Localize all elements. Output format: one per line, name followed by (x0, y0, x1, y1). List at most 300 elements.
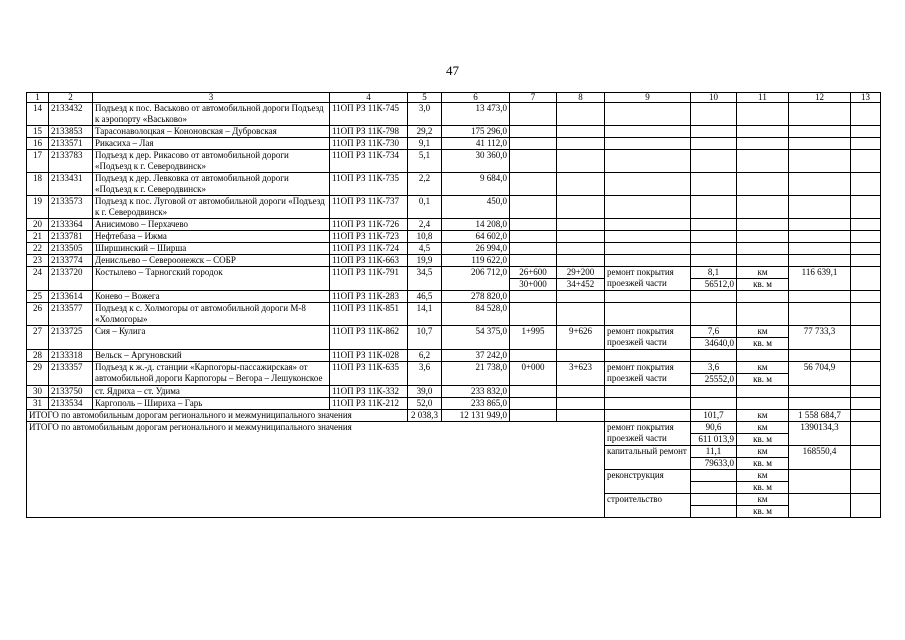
table-cell: 11ОП РЗ 11К-734 (330, 150, 408, 173)
table-cell (557, 398, 605, 410)
table-row (27, 196, 881, 219)
table-cell: Вельск – Аргуновский (93, 350, 330, 362)
table-cell (737, 173, 789, 196)
table-cell (605, 138, 691, 150)
table-cell: 2,4 (408, 219, 442, 231)
table-cell (510, 243, 557, 255)
table-cell: 39,0 (408, 386, 442, 398)
table-cell (851, 267, 881, 291)
table-cell (789, 219, 851, 231)
table-cell: 20 (27, 219, 49, 231)
table-cell: 233 865,0 (442, 398, 510, 410)
table-cell: 2133573 (49, 196, 93, 219)
table-cell (737, 255, 789, 267)
table-cell: 9 684,0 (442, 173, 510, 196)
header-row (27, 93, 881, 103)
table-cell (605, 410, 691, 422)
table-cell: Сия – Кулига (93, 326, 330, 350)
total-summary-row (27, 422, 881, 434)
table-cell (691, 494, 737, 506)
table-cell (851, 196, 881, 219)
table-cell: 10,7 (408, 326, 442, 350)
table-cell: 11ОП РЗ 11К-737 (330, 196, 408, 219)
column-header: 4 (330, 93, 408, 103)
table-cell: км (737, 410, 789, 422)
table-row (27, 150, 881, 173)
table-cell: 26 994,0 (442, 243, 510, 255)
table-cell (737, 219, 789, 231)
table-cell: 14 208,0 (442, 219, 510, 231)
table-cell: Костылево – Тарногский городок (93, 267, 330, 291)
table-cell: 11ОП РЗ 11К-726 (330, 219, 408, 231)
table-cell (789, 103, 851, 126)
column-header: 2 (49, 93, 93, 103)
table-cell (851, 103, 881, 126)
page-number: 47 (446, 63, 459, 78)
table-cell: 77 733,3 (789, 326, 851, 350)
column-header: 3 (93, 93, 330, 103)
table-cell: 11ОП РЗ 11К-635 (330, 362, 408, 386)
table-cell: 12 131 949,0 (442, 410, 510, 422)
table-row (27, 386, 881, 398)
table-cell: 26 (27, 303, 49, 326)
table-cell: 34,5 (408, 267, 442, 291)
table-cell: 1 558 684,7 (789, 410, 851, 422)
table-cell (851, 386, 881, 398)
table-row (27, 243, 881, 255)
table-cell: 101,7 (691, 410, 737, 422)
table-cell (510, 138, 557, 150)
table-cell (851, 231, 881, 243)
table-cell (557, 126, 605, 138)
table-cell (789, 386, 851, 398)
table-cell: 2133357 (49, 362, 93, 386)
table-cell: 34640,0 (691, 338, 737, 350)
table-row (27, 219, 881, 231)
table-cell (605, 386, 691, 398)
table-cell (557, 103, 605, 126)
table-row (27, 267, 881, 279)
table-cell (737, 243, 789, 255)
table-row (27, 231, 881, 243)
table-cell: 26+600 (510, 267, 557, 279)
table-cell: ремонт покрытия проезжей части (605, 362, 691, 386)
table-cell (691, 126, 737, 138)
table-cell: 46,5 (408, 291, 442, 303)
table-row (27, 103, 881, 126)
table-cell (557, 410, 605, 422)
table-cell (851, 326, 881, 350)
table-cell: 84 528,0 (442, 303, 510, 326)
table-cell: 11ОП РЗ 11К-730 (330, 138, 408, 150)
table-cell: 168550,4 (789, 446, 851, 470)
table-cell (789, 126, 851, 138)
table-row (27, 173, 881, 196)
table-cell (605, 255, 691, 267)
table-cell: Каргополь – Шириха – Гарь (93, 398, 330, 410)
table-cell: 24 (27, 267, 49, 291)
column-header: 9 (605, 93, 691, 103)
table-cell: 16 (27, 138, 49, 150)
table-cell (605, 103, 691, 126)
table-cell: 14 (27, 103, 49, 126)
table-cell: 2133432 (49, 103, 93, 126)
table-cell: 2133577 (49, 303, 93, 326)
total-summary-label: ИТОГО по автомобильным дорогам регионального и межмуниципального значения (27, 422, 605, 518)
table-cell: 2133431 (49, 173, 93, 196)
column-header: 5 (408, 93, 442, 103)
table-cell (510, 219, 557, 231)
table-cell: 56 704,9 (789, 362, 851, 386)
column-header: 7 (510, 93, 557, 103)
table-cell: 21 (27, 231, 49, 243)
table-cell (789, 470, 851, 494)
table-cell: 19 (27, 196, 49, 219)
table-cell: 25 (27, 291, 49, 303)
table-cell (851, 303, 881, 326)
table-cell (557, 219, 605, 231)
table-cell (605, 303, 691, 326)
column-header: 12 (789, 93, 851, 103)
table-cell (789, 303, 851, 326)
table-cell: кв. м (737, 279, 789, 291)
table-cell: 90,6 (691, 422, 737, 434)
table-cell (605, 398, 691, 410)
table-cell: Конево – Вожега (93, 291, 330, 303)
table-cell (691, 150, 737, 173)
table-cell: 11ОП РЗ 11К-735 (330, 173, 408, 196)
table-cell: кв. м (737, 458, 789, 470)
table-cell (691, 398, 737, 410)
table-cell: 206 712,0 (442, 267, 510, 291)
table-cell: 22 (27, 243, 49, 255)
table-cell (510, 386, 557, 398)
column-header: 10 (691, 93, 737, 103)
table-cell (851, 173, 881, 196)
table-cell: 233 832,0 (442, 386, 510, 398)
table-cell: Нефтебаза – Ижма (93, 231, 330, 243)
table-cell: 11ОП РЗ 11К-212 (330, 398, 408, 410)
table-cell: 3+623 (557, 362, 605, 386)
table-cell (789, 150, 851, 173)
table-cell (737, 231, 789, 243)
table-cell: 2133781 (49, 231, 93, 243)
column-header: 13 (851, 93, 881, 103)
table-cell: 54 375,0 (442, 326, 510, 350)
table-cell (557, 173, 605, 196)
table-row (27, 126, 881, 138)
table-cell (789, 243, 851, 255)
table-cell (691, 470, 737, 482)
table-cell (605, 243, 691, 255)
table-cell: 2133571 (49, 138, 93, 150)
table-cell: 27 (27, 326, 49, 350)
table-cell: 278 820,0 (442, 291, 510, 303)
table-cell (510, 410, 557, 422)
roads-table (26, 92, 881, 518)
table-cell (691, 255, 737, 267)
table-cell (737, 350, 789, 362)
table-cell (789, 255, 851, 267)
table-cell: Подъезд к с. Холмогоры от автомобильной дороги М-8 «Холмогоры» (93, 303, 330, 326)
table-cell: 119 622,0 (442, 255, 510, 267)
table-cell (691, 231, 737, 243)
table-cell: 11ОП РЗ 11К-724 (330, 243, 408, 255)
table-row (27, 138, 881, 150)
table-cell (691, 138, 737, 150)
table-cell (557, 386, 605, 398)
table-cell: 175 296,0 (442, 126, 510, 138)
table-cell (605, 196, 691, 219)
table-body (27, 93, 881, 518)
table-cell: 30+000 (510, 279, 557, 291)
table-cell (557, 231, 605, 243)
table-cell: 11ОП РЗ 11К-283 (330, 291, 408, 303)
table-cell: 15 (27, 126, 49, 138)
table-cell: 8,1 (691, 267, 737, 279)
table-cell: 30 360,0 (442, 150, 510, 173)
table-cell: 3,6 (691, 362, 737, 374)
table-cell (605, 291, 691, 303)
table-cell (851, 138, 881, 150)
table-cell: 29+200 (557, 267, 605, 279)
table-cell: 7,6 (691, 326, 737, 338)
table-cell: кв. м (737, 506, 789, 518)
table-cell: 2133783 (49, 150, 93, 173)
table-cell: 2133318 (49, 350, 93, 362)
table-cell: Ширшинский – Ширша (93, 243, 330, 255)
table-row (27, 398, 881, 410)
table-cell: Тарасонаволоцкая – Кононовская – Дубровская (93, 126, 330, 138)
table-cell (851, 410, 881, 422)
table-cell: км (737, 362, 789, 374)
table-cell: 11ОП РЗ 11К-791 (330, 267, 408, 291)
table-cell (737, 398, 789, 410)
table-cell (605, 150, 691, 173)
table-cell (691, 173, 737, 196)
table-cell: км (737, 470, 789, 482)
table-cell: 13 473,0 (442, 103, 510, 126)
table-cell: 21 738,0 (442, 362, 510, 386)
table-cell: 11ОП РЗ 11К-332 (330, 386, 408, 398)
table-cell: 64 602,0 (442, 231, 510, 243)
total-label: ИТОГО по автомобильным дорогам регионального и межмуниципального значения (27, 410, 408, 422)
table-cell (510, 291, 557, 303)
table-cell: 2133720 (49, 267, 93, 291)
table-cell: 4,5 (408, 243, 442, 255)
table-cell (851, 150, 881, 173)
table-row (27, 303, 881, 326)
table-cell: Подъезд к дер. Левковка от автомобильной дороги «Подъезд к г. Северодвинск» (93, 173, 330, 196)
table-cell (605, 219, 691, 231)
table-cell: 52,0 (408, 398, 442, 410)
table-cell: 14,1 (408, 303, 442, 326)
table-cell (851, 291, 881, 303)
table-cell (510, 398, 557, 410)
table-cell (557, 255, 605, 267)
table-cell: 17 (27, 150, 49, 173)
table-cell (851, 255, 881, 267)
table-cell (851, 422, 881, 446)
table-cell (557, 150, 605, 173)
table-cell (737, 103, 789, 126)
table-cell: 11ОП РЗ 11К-862 (330, 326, 408, 350)
table-cell: Подъезд к пос. Васьково от автомобильной дороги Подъезд к аэропорту «Васьково» (93, 103, 330, 126)
table-cell: 2133725 (49, 326, 93, 350)
table-cell (510, 103, 557, 126)
table-cell: км (737, 267, 789, 279)
table-cell: 116 639,1 (789, 267, 851, 291)
table-cell (691, 482, 737, 494)
column-header: 8 (557, 93, 605, 103)
table-cell (605, 350, 691, 362)
table-cell: кв. м (737, 338, 789, 350)
table-cell (691, 196, 737, 219)
table-cell: ст. Ядриха – ст. Удима (93, 386, 330, 398)
table-cell (557, 138, 605, 150)
table-cell (691, 103, 737, 126)
work-type: реконструкция (605, 470, 691, 494)
table-cell (737, 138, 789, 150)
table-cell (510, 126, 557, 138)
table-cell (691, 386, 737, 398)
table-cell (789, 231, 851, 243)
table-cell: ремонт покрытия проезжей части (605, 267, 691, 291)
table-cell: 56512,0 (691, 279, 737, 291)
table-cell (851, 494, 881, 518)
table-cell (737, 303, 789, 326)
table-cell: 2133505 (49, 243, 93, 255)
table-row (27, 255, 881, 267)
table-cell: 2 038,3 (408, 410, 442, 422)
table-cell (851, 362, 881, 386)
column-header: 1 (27, 93, 49, 103)
table-cell: кв. м (737, 374, 789, 386)
table-cell: 11ОП РЗ 11К-798 (330, 126, 408, 138)
table-row (27, 350, 881, 362)
table-cell (510, 350, 557, 362)
table-cell: 9,1 (408, 138, 442, 150)
table-cell: 28 (27, 350, 49, 362)
table-cell: 11ОП РЗ 11К-745 (330, 103, 408, 126)
table-cell (510, 303, 557, 326)
table-cell (851, 350, 881, 362)
table-cell: 79633,0 (691, 458, 737, 470)
table-cell (851, 398, 881, 410)
table-cell (605, 126, 691, 138)
table-cell (789, 291, 851, 303)
table-cell: Рикасиха – Лая (93, 138, 330, 150)
work-type: строительство (605, 494, 691, 518)
table-cell (510, 196, 557, 219)
table-cell (789, 196, 851, 219)
table-cell: 18 (27, 173, 49, 196)
table-cell: 2,2 (408, 173, 442, 196)
table-cell: 3,6 (408, 362, 442, 386)
table-cell: 11,1 (691, 446, 737, 458)
table-cell (789, 398, 851, 410)
table-cell: 2133364 (49, 219, 93, 231)
table-cell (691, 303, 737, 326)
table-cell: 0,1 (408, 196, 442, 219)
table-cell: 1390134,3 (789, 422, 851, 446)
table-cell (605, 231, 691, 243)
table-cell: кв. м (737, 434, 789, 446)
table-cell: 450,0 (442, 196, 510, 219)
table-cell: ремонт покрытия проезжей части (605, 326, 691, 350)
table-cell: км (737, 494, 789, 506)
table-cell: км (737, 326, 789, 338)
table-cell (851, 470, 881, 494)
table-row (27, 362, 881, 374)
table-cell (789, 494, 851, 518)
table-cell (605, 173, 691, 196)
column-header: 6 (442, 93, 510, 103)
table-cell: 2133774 (49, 255, 93, 267)
table-row (27, 291, 881, 303)
table-cell: Подъезд к дер. Рикасово от автомобильной дороги «Подъезд к г. Северодвинск» (93, 150, 330, 173)
table-cell (737, 196, 789, 219)
table-cell: 37 242,0 (442, 350, 510, 362)
column-header: 11 (737, 93, 789, 103)
table-cell (851, 126, 881, 138)
table-cell (789, 173, 851, 196)
table-cell (691, 219, 737, 231)
table-cell (737, 291, 789, 303)
table-cell (851, 219, 881, 231)
table-cell (557, 303, 605, 326)
table-cell (789, 138, 851, 150)
table-cell: 3,0 (408, 103, 442, 126)
table-cell: 30 (27, 386, 49, 398)
table-cell: 34+452 (557, 279, 605, 291)
table-cell: 6,2 (408, 350, 442, 362)
table-cell: 41 112,0 (442, 138, 510, 150)
table-cell: Подъезд к пос. Луговой от автомобильной дороги «Подъезд к г. Северодвинск» (93, 196, 330, 219)
table-cell: Подъезд к ж.-д. станции «Карпогоры-пассажирская» от автомобильной дороги Карпогоры – Вегора – Лешуконское (93, 362, 330, 386)
table-cell: 1+995 (510, 326, 557, 350)
table-cell (510, 231, 557, 243)
table-cell: км (737, 446, 789, 458)
table-cell (557, 243, 605, 255)
table-cell (510, 255, 557, 267)
table-cell: 0+000 (510, 362, 557, 386)
table-cell: 2133853 (49, 126, 93, 138)
table-cell: 25552,0 (691, 374, 737, 386)
table-cell: 2133534 (49, 398, 93, 410)
table-cell: 2133614 (49, 291, 93, 303)
table-cell: 2133750 (49, 386, 93, 398)
table-cell (851, 243, 881, 255)
table-cell: 29 (27, 362, 49, 386)
table-cell: км (737, 422, 789, 434)
table-cell: Анисимово – Перхачево (93, 219, 330, 231)
table-cell: 19,9 (408, 255, 442, 267)
table-cell (557, 291, 605, 303)
table-cell: 23 (27, 255, 49, 267)
table-cell: 31 (27, 398, 49, 410)
table-cell (557, 350, 605, 362)
table-cell (557, 196, 605, 219)
table-cell: 11ОП РЗ 11К-723 (330, 231, 408, 243)
table-cell (737, 126, 789, 138)
table-cell: 29,2 (408, 126, 442, 138)
table-cell (691, 291, 737, 303)
table-cell (510, 150, 557, 173)
table-cell: 9+626 (557, 326, 605, 350)
total-row (27, 410, 881, 422)
table-cell (737, 150, 789, 173)
